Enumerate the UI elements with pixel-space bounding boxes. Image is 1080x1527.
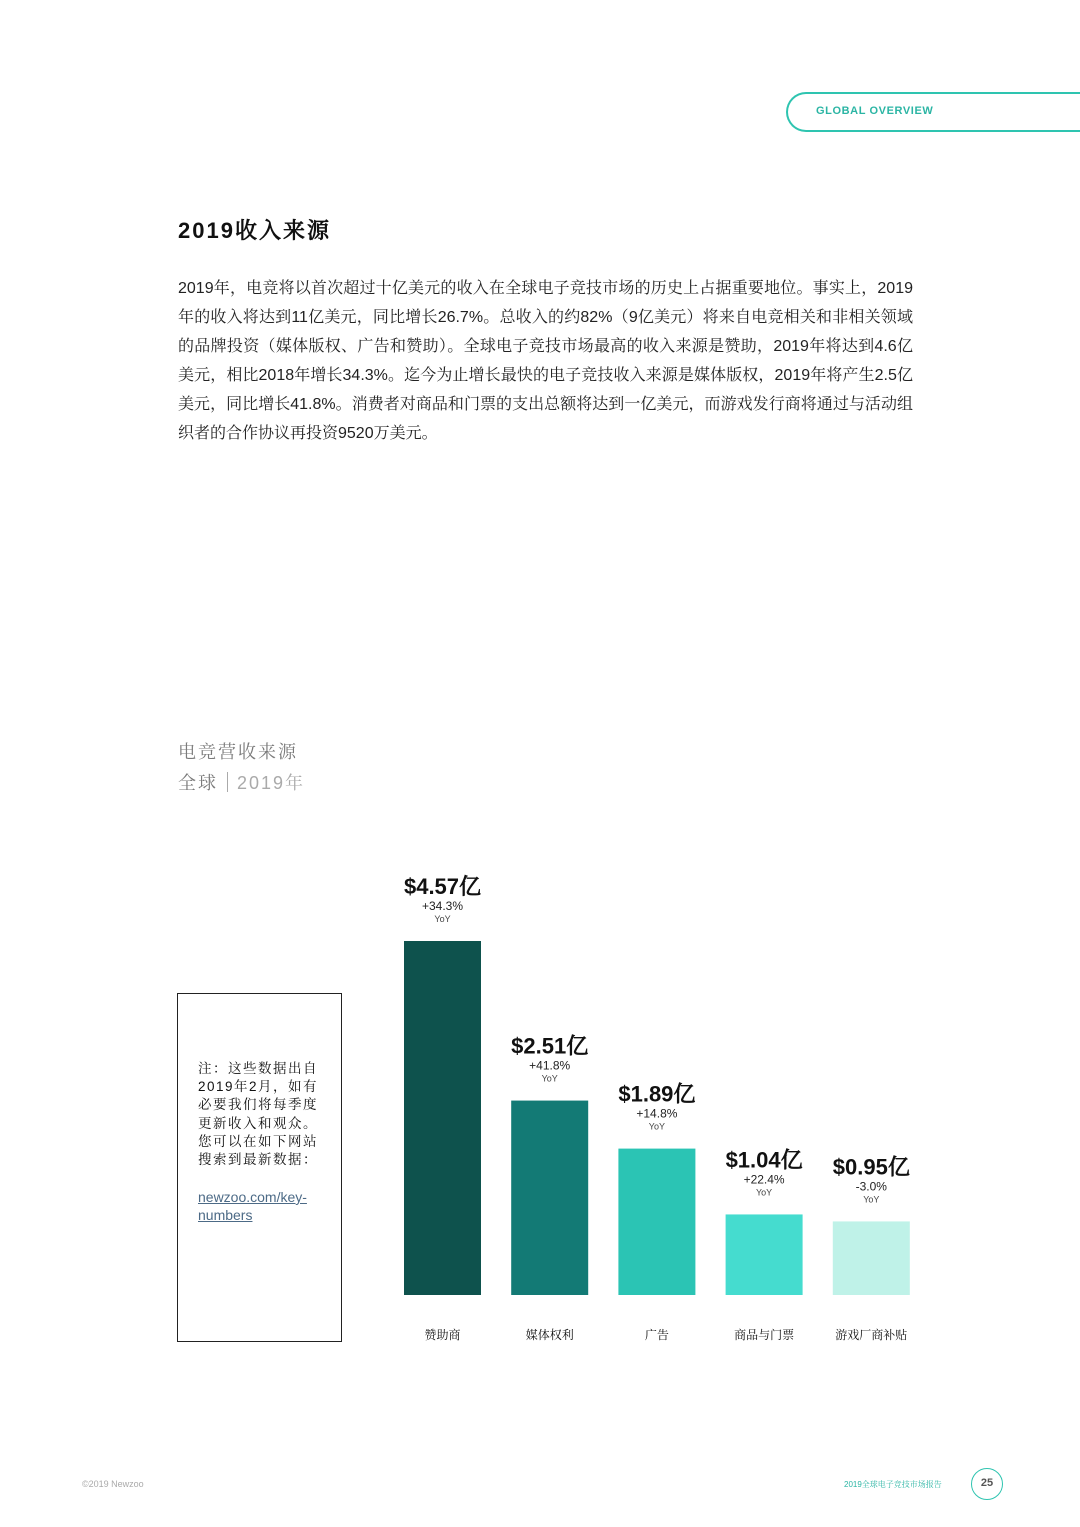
bar-value-label: $0.95亿 — [832, 1154, 910, 1180]
bar-yoy-label: -3.0% — [855, 1179, 887, 1194]
category-label: 商品与门票 — [734, 1328, 795, 1342]
bar-yoy-caption: YoY — [434, 914, 451, 924]
bar-yoy-caption: YoY — [863, 1194, 880, 1205]
category-label: 游戏厂商补贴 — [835, 1328, 908, 1342]
bar-2 — [511, 1101, 588, 1295]
bar-yoy-caption: YoY — [648, 1121, 665, 1132]
category-label: 广告 — [644, 1328, 669, 1342]
body-paragraph: 2019年，电竞将以首次超过十亿美元的收入在全球电子竞技市场的历史上占据重要地位。事实上，2019年的收入将达到11亿美元，同比增长26.7%。总收入的约82%（9亿美元）将来自电竞相关和非相关领域的品牌投资（媒体版权、广告和赞助）。全球电子竞技市场最高的收入来源是赞助，2019年将达到4.6亿美元，相比2018年增长34.3%。迄今为止增长最快的电子竞技收入来源是媒体版权，2019年将产生2.5亿美元，同比增长41.8%。消费者对商品和门票的支出总额将达到一亿美元，而游戏发行商将通过与活动组织者的合作协议再投资9520万美元。 — [178, 280, 913, 442]
tab-label: GLOBAL OVERVIEW — [816, 105, 934, 117]
bar-yoy-label: +41.8% — [529, 1058, 571, 1073]
chart-title: 电竞营收来源 — [178, 742, 298, 762]
bar-yoy-label: +34.3% — [421, 899, 464, 913]
bar-3 — [618, 1149, 695, 1295]
bar-yoy-caption: YoY — [756, 1187, 773, 1198]
footer-report-title: 2019全球电子竞技市场报告 — [844, 1480, 942, 1489]
note-text: 注：这些数据出自2019年2月，如有必要我们将每季度更新收入和观众。您可以在如下网站搜索到最新数据： — [198, 1061, 319, 1168]
bar-1 — [404, 941, 481, 1295]
category-label: 媒体权利 — [525, 1328, 574, 1342]
bar-value-label: $1.04亿 — [725, 1147, 803, 1173]
bar-yoy-label: +22.4% — [743, 1172, 785, 1187]
bar-4 — [726, 1214, 803, 1295]
category-label: 赞助商 — [424, 1328, 461, 1342]
bar-yoy-caption: YoY — [541, 1073, 558, 1084]
section-title: 2019收入来源 — [178, 218, 331, 243]
bar-yoy-label: +14.8% — [636, 1106, 678, 1121]
page-number: 25 — [971, 1468, 1003, 1500]
bar-5 — [833, 1221, 910, 1295]
chart-region: 全球 — [178, 773, 218, 793]
note-link[interactable]: newzoo.com/key-numbers — [198, 1189, 307, 1223]
bar-value-label: $4.57亿 — [403, 874, 482, 899]
chart-year: 2019年 — [237, 773, 306, 793]
bar-value-label: $1.89亿 — [618, 1081, 696, 1107]
bar-value-label: $2.51亿 — [511, 1033, 589, 1059]
footer-copyright: ©2019 Newzoo — [82, 1479, 144, 1489]
